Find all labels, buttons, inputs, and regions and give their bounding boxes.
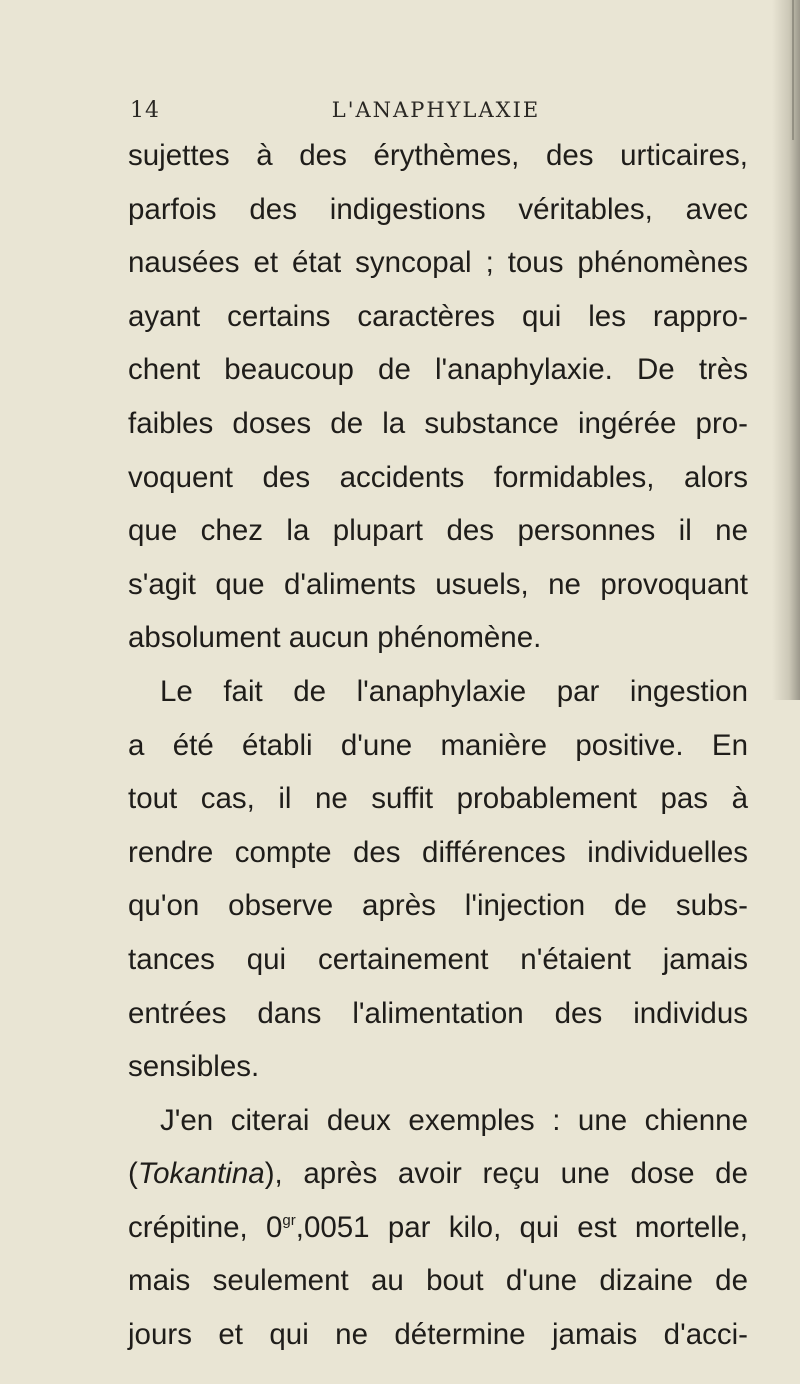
text-line: chent beaucoup de l'anaphylaxie. De très <box>128 353 748 387</box>
text-line: entrées dans l'alimentation des individus <box>128 996 748 1030</box>
text-line: faibles doses de la substance ingérée pro- <box>128 406 748 440</box>
text-line: tout cas, il ne suffit probablement pas à <box>128 782 748 816</box>
text-line: que chez la plupart des personnes il ne <box>128 514 748 548</box>
running-head: L'ANAPHYLAXIE <box>331 98 541 122</box>
text-line: rendre compte des différences individuelles <box>128 835 748 869</box>
text-line: tances qui certainement n'étaient jamais <box>128 942 748 976</box>
text-fragment: ,0051 par kilo, qui est mortelle, <box>295 1210 748 1244</box>
page-header <box>130 98 742 128</box>
dog-name: Tokantina <box>137 1157 265 1191</box>
text-line: jours et qui ne détermine jamais d'acci- <box>128 1318 748 1352</box>
unit-superscript: gr <box>282 1211 296 1229</box>
text-line: qu'on observe après l'injection de subs- <box>128 889 748 923</box>
text-line: absolument aucun phénomène. <box>128 621 542 655</box>
page-edge-shadow <box>772 0 800 700</box>
text-line: sujettes à des érythèmes, des urticaires, <box>128 139 748 172</box>
text-line: sensibles. <box>128 1050 260 1084</box>
text-line: ayant certains caractères qui les rappro- <box>128 299 748 333</box>
page-edge-line <box>792 0 794 140</box>
text-line: J'en citerai deux exemples : une chienne <box>160 1103 748 1137</box>
text-fragment: ), après avoir reçu une dose de <box>264 1157 748 1191</box>
text-line <box>128 1201 748 1255</box>
text-line <box>128 1147 748 1201</box>
text-line: voquent des accidents formidables, alors <box>128 460 748 494</box>
text-line: a été établi d'une manière positive. En <box>128 728 748 762</box>
text-line: parfois des indigestions véritables, avec <box>128 192 748 226</box>
text-line: nausées et état syncopal ; tous phénomènes <box>128 246 748 280</box>
text-line: Le fait de l'anaphylaxie par ingestion <box>160 674 748 708</box>
text-fragment: crépitine, 0 <box>128 1210 283 1244</box>
text-line: mais seulement au bout d'une dizaine de <box>128 1264 748 1298</box>
page-number: 14 <box>130 98 160 123</box>
text-fragment: ( <box>128 1157 138 1191</box>
text-line: s'agit que d'aliments usuels, ne provoquant <box>128 567 748 601</box>
body-text <box>128 129 748 1362</box>
